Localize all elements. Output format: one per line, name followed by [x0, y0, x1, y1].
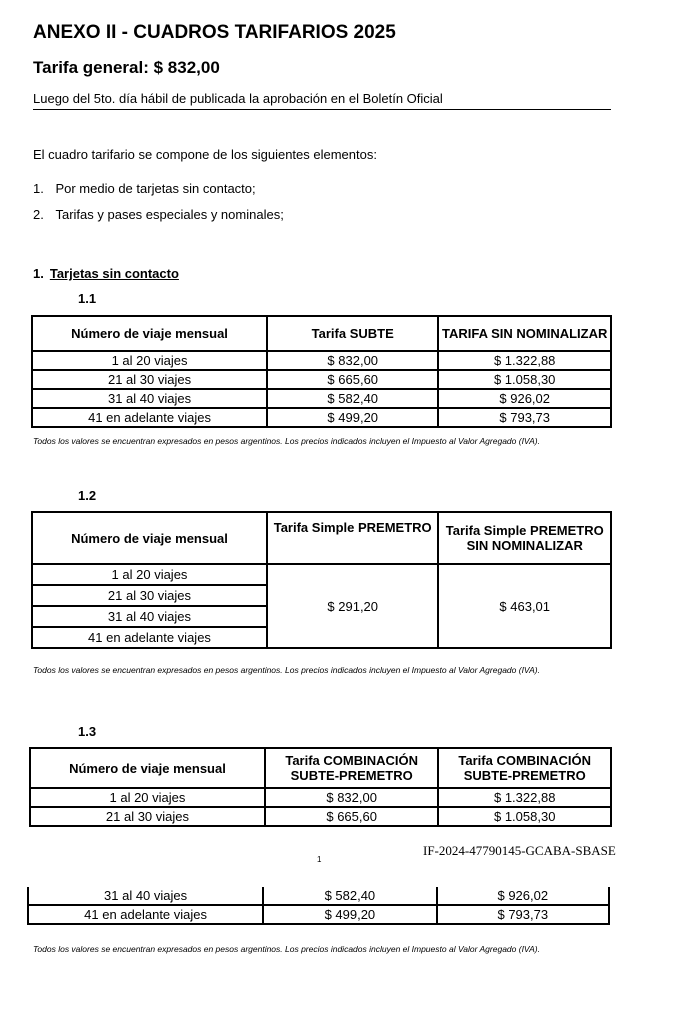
header-cell: Tarifa SUBTE [267, 316, 438, 351]
table-row [30, 807, 611, 826]
document-title: ANEXO II - CUADROS TARIFARIOS 2025 [33, 22, 396, 43]
section-title: Tarjetas sin contacto [49, 266, 179, 281]
section-heading [33, 266, 179, 281]
cell: $ 499,20 [267, 408, 438, 427]
table-row [30, 788, 611, 807]
cell: $ 582,40 [267, 389, 438, 408]
list-number: 1. [33, 181, 44, 196]
table-row [32, 564, 611, 585]
cell: $ 582,40 [263, 887, 436, 905]
list-item [33, 181, 256, 196]
table-row [32, 351, 611, 370]
list-text: Por medio de tarjetas sin contacto; [55, 181, 256, 196]
table-1-3-continued [27, 887, 610, 925]
header-cell: Número de viaje mensual [32, 512, 267, 564]
cell: $ 832,00 [267, 351, 438, 370]
table-note: Todos los valores se encuentran expresados en pesos argentinos. Los precios indicados incluyen el Impuesto al Valor Agregado (IVA). [33, 665, 540, 675]
cell: $ 499,20 [263, 905, 436, 924]
table-label-1-1: 1.1 [78, 291, 97, 306]
list-number: 2. [33, 207, 44, 222]
cell: 41 en adelante viajes [32, 408, 267, 427]
cell: 41 en adelante viajes [32, 627, 267, 648]
cell-price-sin-nominalizar: $ 463,01 [438, 564, 611, 648]
header-cell: Tarifa COMBINACIÓN SUBTE-PREMETRO [438, 748, 611, 788]
cell: 31 al 40 viajes [32, 389, 267, 408]
table-row [28, 905, 609, 924]
cell: 1 al 20 viajes [32, 351, 267, 370]
table-note: Todos los valores se encuentran expresados en pesos argentinos. Los precios indicados incluyen el Impuesto al Valor Agregado (IVA). [33, 436, 540, 446]
section-number: 1. [33, 266, 44, 281]
subtitle: Luego del 5to. día hábil de publicada la aprobación en el Boletín Oficial [33, 91, 611, 110]
cell: $ 926,02 [437, 887, 609, 905]
cell-price: $ 291,20 [267, 564, 438, 648]
table-row [28, 887, 609, 905]
table-label-1-2: 1.2 [78, 488, 97, 503]
table-row [32, 370, 611, 389]
table-1-3 [29, 747, 612, 827]
cell: $ 1.322,88 [438, 351, 611, 370]
list-text: Tarifas y pases especiales y nominales; [55, 207, 284, 222]
cell: $ 793,73 [438, 408, 611, 427]
cell: $ 926,02 [438, 389, 611, 408]
table-row [32, 408, 611, 427]
tarifa-general: Tarifa general: $ 832,00 [33, 58, 220, 77]
cell: 31 al 40 viajes [28, 887, 263, 905]
cell: $ 1.058,30 [438, 370, 611, 389]
cell: $ 665,60 [265, 807, 439, 826]
header-cell: Tarifa Simple PREMETRO [267, 512, 438, 564]
cell: 1 al 20 viajes [32, 564, 267, 585]
page-number: 1 [317, 855, 322, 864]
header-cell: Número de viaje mensual [30, 748, 265, 788]
header-cell: TARIFA SIN NOMINALIZAR [438, 316, 611, 351]
document-code: IF-2024-47790145-GCABA-SBASE [423, 843, 616, 858]
cell: $ 793,73 [437, 905, 609, 924]
cell: 31 al 40 viajes [32, 606, 267, 627]
cell: 21 al 30 viajes [32, 585, 267, 606]
cell: $ 1.058,30 [438, 807, 611, 826]
header-cell: Tarifa COMBINACIÓN SUBTE-PREMETRO [265, 748, 439, 788]
table-1-2 [31, 511, 612, 649]
cell: $ 832,00 [265, 788, 439, 807]
table-1-1 [31, 315, 612, 428]
list-item [33, 207, 284, 222]
header-cell: Número de viaje mensual [32, 316, 267, 351]
cell: $ 1.322,88 [438, 788, 611, 807]
intro-text: El cuadro tarifario se compone de los siguientes elementos: [33, 147, 377, 162]
cell: 41 en adelante viajes [28, 905, 263, 924]
cell: 21 al 30 viajes [32, 370, 267, 389]
table-label-1-3: 1.3 [78, 724, 97, 739]
cell: $ 665,60 [267, 370, 438, 389]
header-cell: Tarifa Simple PREMETRO SIN NOMINALIZAR [438, 512, 611, 564]
cell: 1 al 20 viajes [30, 788, 265, 807]
cell: 21 al 30 viajes [30, 807, 265, 826]
table-note: Todos los valores se encuentran expresados en pesos argentinos. Los precios indicados incluyen el Impuesto al Valor Agregado (IVA). [33, 944, 540, 954]
table-row [32, 389, 611, 408]
